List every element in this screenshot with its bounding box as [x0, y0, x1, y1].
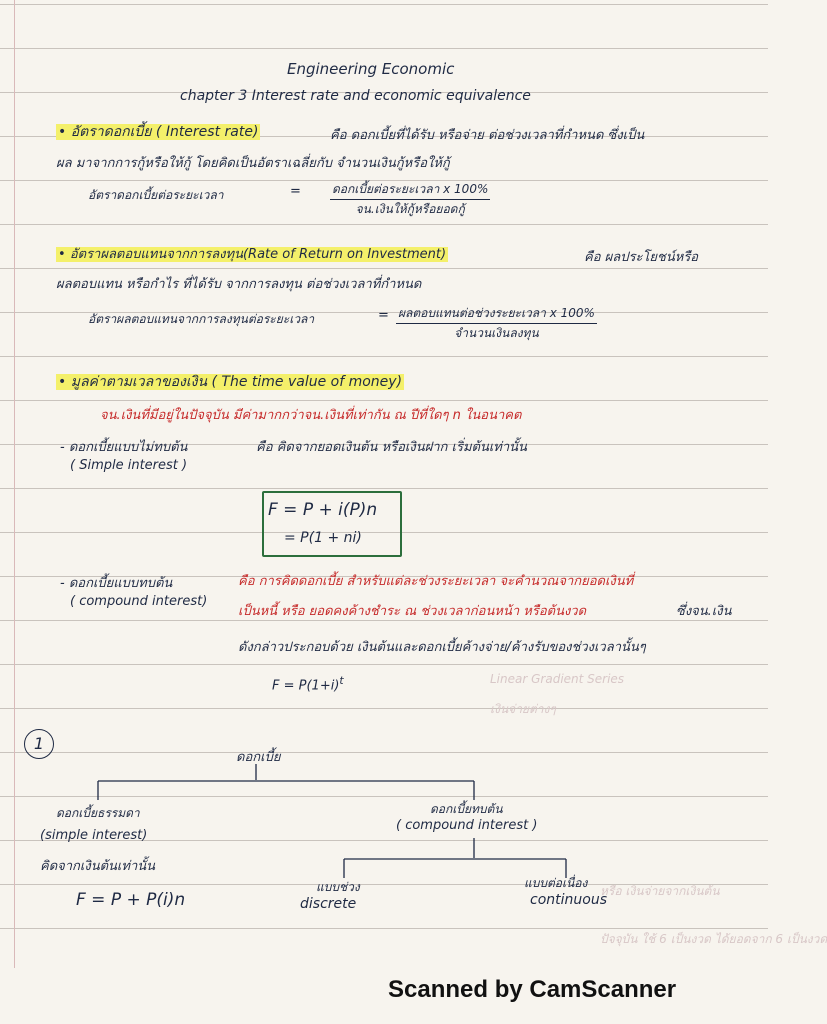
compound-definition-line1: คือ การคิดดอกเบี้ย สำหรับแต่ละช่วงระยะเวลา จะคำนวณจากยอดเงินที่	[238, 574, 634, 589]
bleed-through-text: เงินจ่ายต่างๆ	[490, 702, 556, 716]
bullet: •	[58, 374, 67, 390]
diagram-number: 1	[24, 729, 54, 759]
section2-formula-left: อัตราผลตอบแทนจากการลงทุนต่อระยะเวลา	[88, 312, 315, 326]
interest-rate-heading: อัตราดอกเบี้ย ( Interest rate)	[70, 124, 259, 140]
compound-interest-label: - ดอกเบี้ยแบบทบต้น	[60, 576, 173, 591]
tree-root-label: ดอกเบี้ย	[236, 750, 281, 765]
section2-line2: ผลตอบแทน หรือกำไร ที่ได้รับ จากการลงทุน ต่อช่วงเวลาที่กำหนด	[56, 277, 422, 292]
section1-line2: ผล มาจากการกู้หรือให้กู้ โดยคิดเป็นอัตราเฉลี่ยกับ จำนวนเงินกู้หรือให้กู้	[56, 156, 450, 171]
compound-interest-node-th: ดอกเบี้ยทบต้น	[430, 802, 503, 816]
simple-interest-node-en: (simple interest)	[40, 828, 148, 843]
compound-definition-line3: ดังกล่าวประกอบด้วย เงินต้นและดอกเบี้ยค้างจ่าย/ค้างรับของช่วงเวลานั้นๆ	[238, 640, 646, 655]
equals-sign: =	[290, 184, 301, 199]
time-value-definition: จน.เงินที่มีอยู่ในปัจจุบัน มีค่ามากกว่าจน.เงินที่เท่ากัน ณ ปีที่ใดๆ n ในอนาคต	[100, 408, 522, 423]
section2-line1-tail: คือ ผลประโยชน์หรือ	[584, 250, 699, 265]
discrete-leaf-th: แบบช่วง	[316, 880, 360, 894]
simple-interest-node-note: คิดจากเงินต้นเท่านั้น	[40, 859, 156, 874]
simple-interest-english: ( Simple interest )	[70, 458, 188, 473]
compound-formula-exponent: t	[339, 674, 344, 687]
compound-interest-node-en: ( compound interest )	[396, 818, 538, 833]
fraction-denominator: จำนวนเงินลงทุน	[454, 326, 539, 340]
roi-heading: อัตราผลตอบแทนจากการลงทุน(Rate of Return on Investment)	[69, 247, 447, 262]
fraction-denominator: จน.เงินให้กู้หรือยอดกู้	[355, 202, 465, 216]
chapter-subtitle: chapter 3 Interest rate and economic equivalence	[180, 88, 531, 104]
bullet: •	[58, 124, 67, 140]
section1-line1: คือ ดอกเบี้ยที่ได้รับ หรือจ่าย ต่อช่วงเวลาที่กำหนด ซึ่งเป็น	[330, 128, 645, 143]
section1-formula-left: อัตราดอกเบี้ยต่อระยะเวลา	[88, 188, 224, 202]
simple-interest-definition: คือ คิดจากยอดเงินต้น หรือเงินฝาก เริ่มต้นเท่านั้น	[256, 440, 527, 455]
bullet: •	[58, 247, 66, 262]
fraction-numerator: ดอกเบี้ยต่อระยะเวลา x 100%	[330, 180, 490, 200]
compound-definition-line2-tail: ซึ่งจน.เงิน	[676, 604, 732, 619]
compound-interest-english: ( compound interest)	[70, 594, 208, 609]
time-value-heading: มูลค่าตามเวลาของเงิน ( The time value of money)	[70, 374, 403, 390]
compound-formula-text: F = P(1+i)	[272, 678, 340, 694]
compound-definition-line2: เป็นหนี้ หรือ ยอดคงค้างชำระ ณ ช่วงเวลาก่อนหน้า หรือต้นงวด	[238, 604, 587, 619]
bleed-through-text: หรือ เงินจ่ายจากเงินต้น	[600, 884, 720, 898]
simple-interest-label: - ดอกเบี้ยแบบไม่ทบต้น	[60, 440, 188, 455]
bleed-through-text: Linear Gradient Series	[490, 672, 625, 686]
fraction-numerator: ผลตอบแทนต่อช่วงระยะเวลา x 100%	[396, 304, 597, 324]
equals-sign: =	[378, 308, 389, 323]
continuous-leaf-th: แบบต่อเนื่อง	[524, 876, 588, 890]
simple-interest-node-th: ดอกเบี้ยธรรมดา	[56, 806, 140, 820]
discrete-leaf-en: discrete	[300, 896, 357, 912]
simple-interest-node-formula: F = P + P(i)n	[76, 890, 186, 910]
continuous-leaf-en: continuous	[530, 892, 607, 908]
bleed-through-text: ปัจจุบัน ใช้ 6 เป็นงวด ได้ยอดจาก 6 เป็นงวด	[600, 932, 827, 946]
simple-formula-line2: = P(1 + ni)	[284, 530, 362, 546]
simple-formula-line1: F = P + i(P)n	[268, 500, 378, 520]
page-title: Engineering Economic	[287, 60, 455, 78]
camscanner-watermark: Scanned by CamScanner	[388, 976, 677, 1003]
